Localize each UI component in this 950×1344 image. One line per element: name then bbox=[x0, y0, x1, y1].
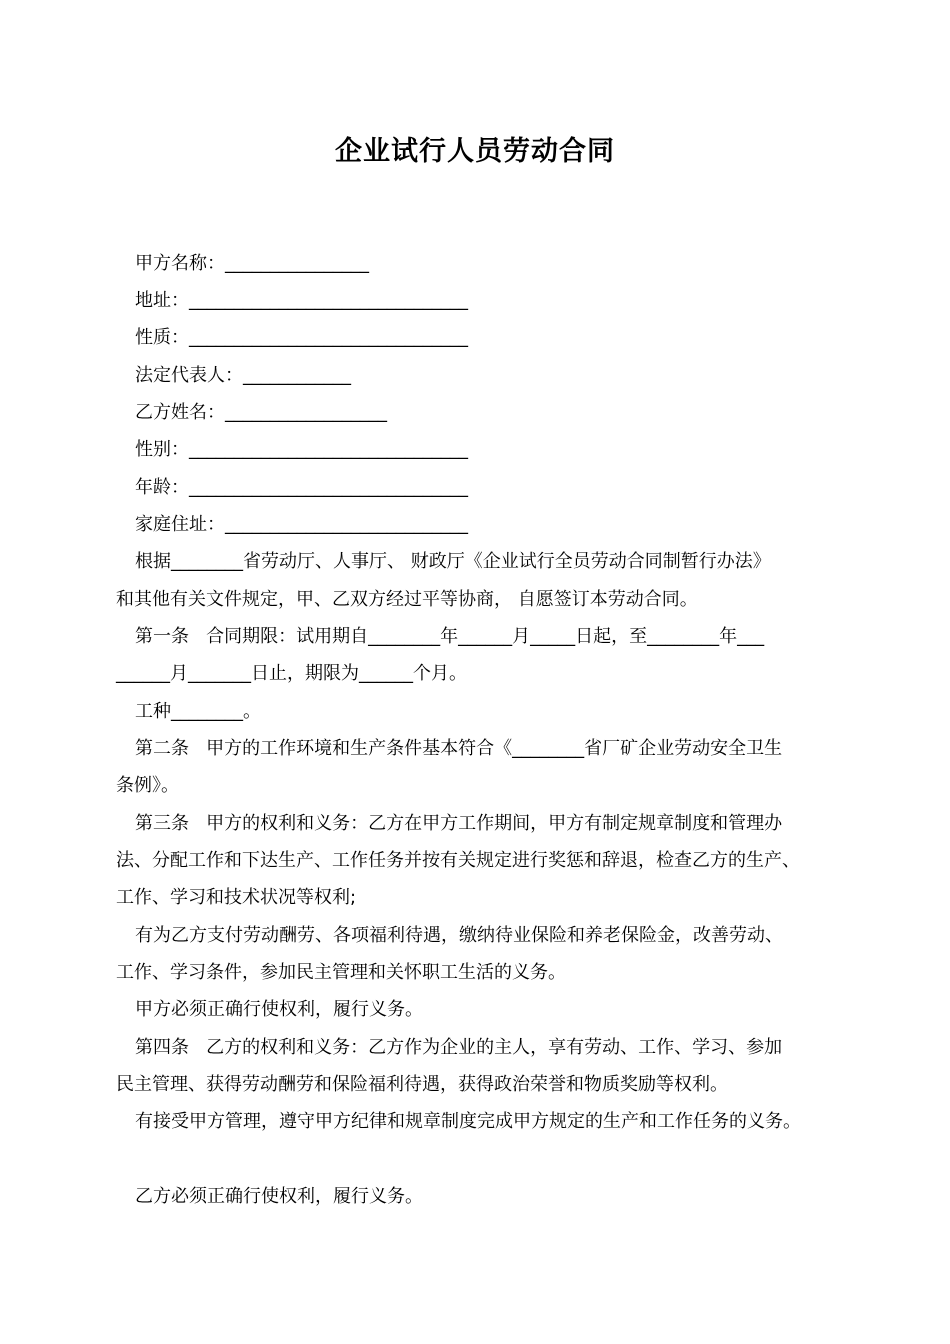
field-blank: _______________________________ bbox=[189, 327, 468, 348]
preamble-line-2: 和其他有关文件规定，甲、乙双方经过平等协商， 自愿签订本劳动合同。 bbox=[116, 589, 698, 610]
field-blank: ____________ bbox=[243, 365, 351, 386]
field-party-a-name bbox=[135, 251, 369, 277]
field-blank: ________________ bbox=[225, 253, 369, 274]
document-title: 企业试行人员劳动合同 bbox=[335, 136, 615, 167]
article-3-line-5: 工作、学习条件，参加民主管理和关怀职工生活的义务。 bbox=[116, 962, 566, 983]
article-2-line-2: 条例》。 bbox=[116, 775, 179, 796]
field-label: 法定代表人： bbox=[135, 365, 243, 386]
field-label: 家庭住址： bbox=[135, 514, 225, 535]
article-3-line-4: 有为乙方支付劳动酬劳、各项福利待遇，缴纳待业保险和养老保险金，改善劳动、 bbox=[135, 925, 783, 946]
field-label: 性别： bbox=[135, 439, 189, 460]
field-label: 性质： bbox=[135, 327, 189, 348]
field-address bbox=[135, 288, 468, 314]
field-blank: __________________ bbox=[225, 402, 387, 423]
article-3-line-1: 第三条 甲方的权利和义务：乙方在甲方工作期间，甲方有制定规章制度和管理办 bbox=[135, 813, 783, 834]
article-4-line-3: 有接受甲方管理，遵守甲方纪律和规章制度完成甲方规定的生产和工作任务的义务。 bbox=[135, 1111, 801, 1132]
article-1-line-1: 第一条 合同期限：试用期自________年______月_____日起，至________年___ bbox=[135, 626, 765, 647]
field-gender bbox=[135, 437, 468, 463]
field-blank: _______________________________ bbox=[189, 439, 468, 460]
article-2-line-1: 第二条 甲方的工作环境和生产条件基本符合《________省厂矿企业劳动安全卫生 bbox=[135, 738, 783, 759]
field-blank: _______________________________ bbox=[189, 477, 468, 498]
field-label: 乙方姓名： bbox=[135, 402, 225, 423]
article-1-line-3: 工种________。 bbox=[135, 701, 261, 722]
preamble-line-1: 根据________省劳动厅、人事厅、 财政厅《企业试行全员劳动合同制暂行办法》 bbox=[135, 551, 771, 572]
article-3-line-6: 甲方必须正确行使权利，履行义务。 bbox=[135, 999, 423, 1020]
field-nature bbox=[135, 325, 468, 351]
field-label: 甲方名称： bbox=[135, 253, 225, 274]
field-label: 地址： bbox=[135, 290, 189, 311]
field-legal-representative bbox=[135, 363, 351, 389]
field-party-b-name bbox=[135, 400, 387, 426]
field-label: 年龄： bbox=[135, 477, 189, 498]
field-blank: _______________________________ bbox=[189, 290, 468, 311]
field-age bbox=[135, 475, 468, 501]
field-home-address bbox=[135, 512, 468, 538]
article-4-line-2: 民主管理、获得劳动酬劳和保险福利待遇，获得政治荣誉和物质奖励等权利。 bbox=[116, 1074, 728, 1095]
article-4-line-1: 第四条 乙方的权利和义务：乙方作为企业的主人，享有劳动、工作、学习、参加 bbox=[135, 1037, 783, 1058]
article-4-line-4: 乙方必须正确行使权利，履行义务。 bbox=[135, 1186, 423, 1207]
article-3-line-2: 法、分配工作和下达生产、工作任务并按有关规定进行奖惩和辞退，检查乙方的生产、 bbox=[116, 850, 800, 871]
field-blank: ___________________________ bbox=[225, 514, 468, 535]
article-3-line-3: 工作、学习和技术状况等权利; bbox=[116, 887, 357, 908]
article-1-line-2: ______月_______日止，期限为______个月。 bbox=[116, 663, 467, 684]
